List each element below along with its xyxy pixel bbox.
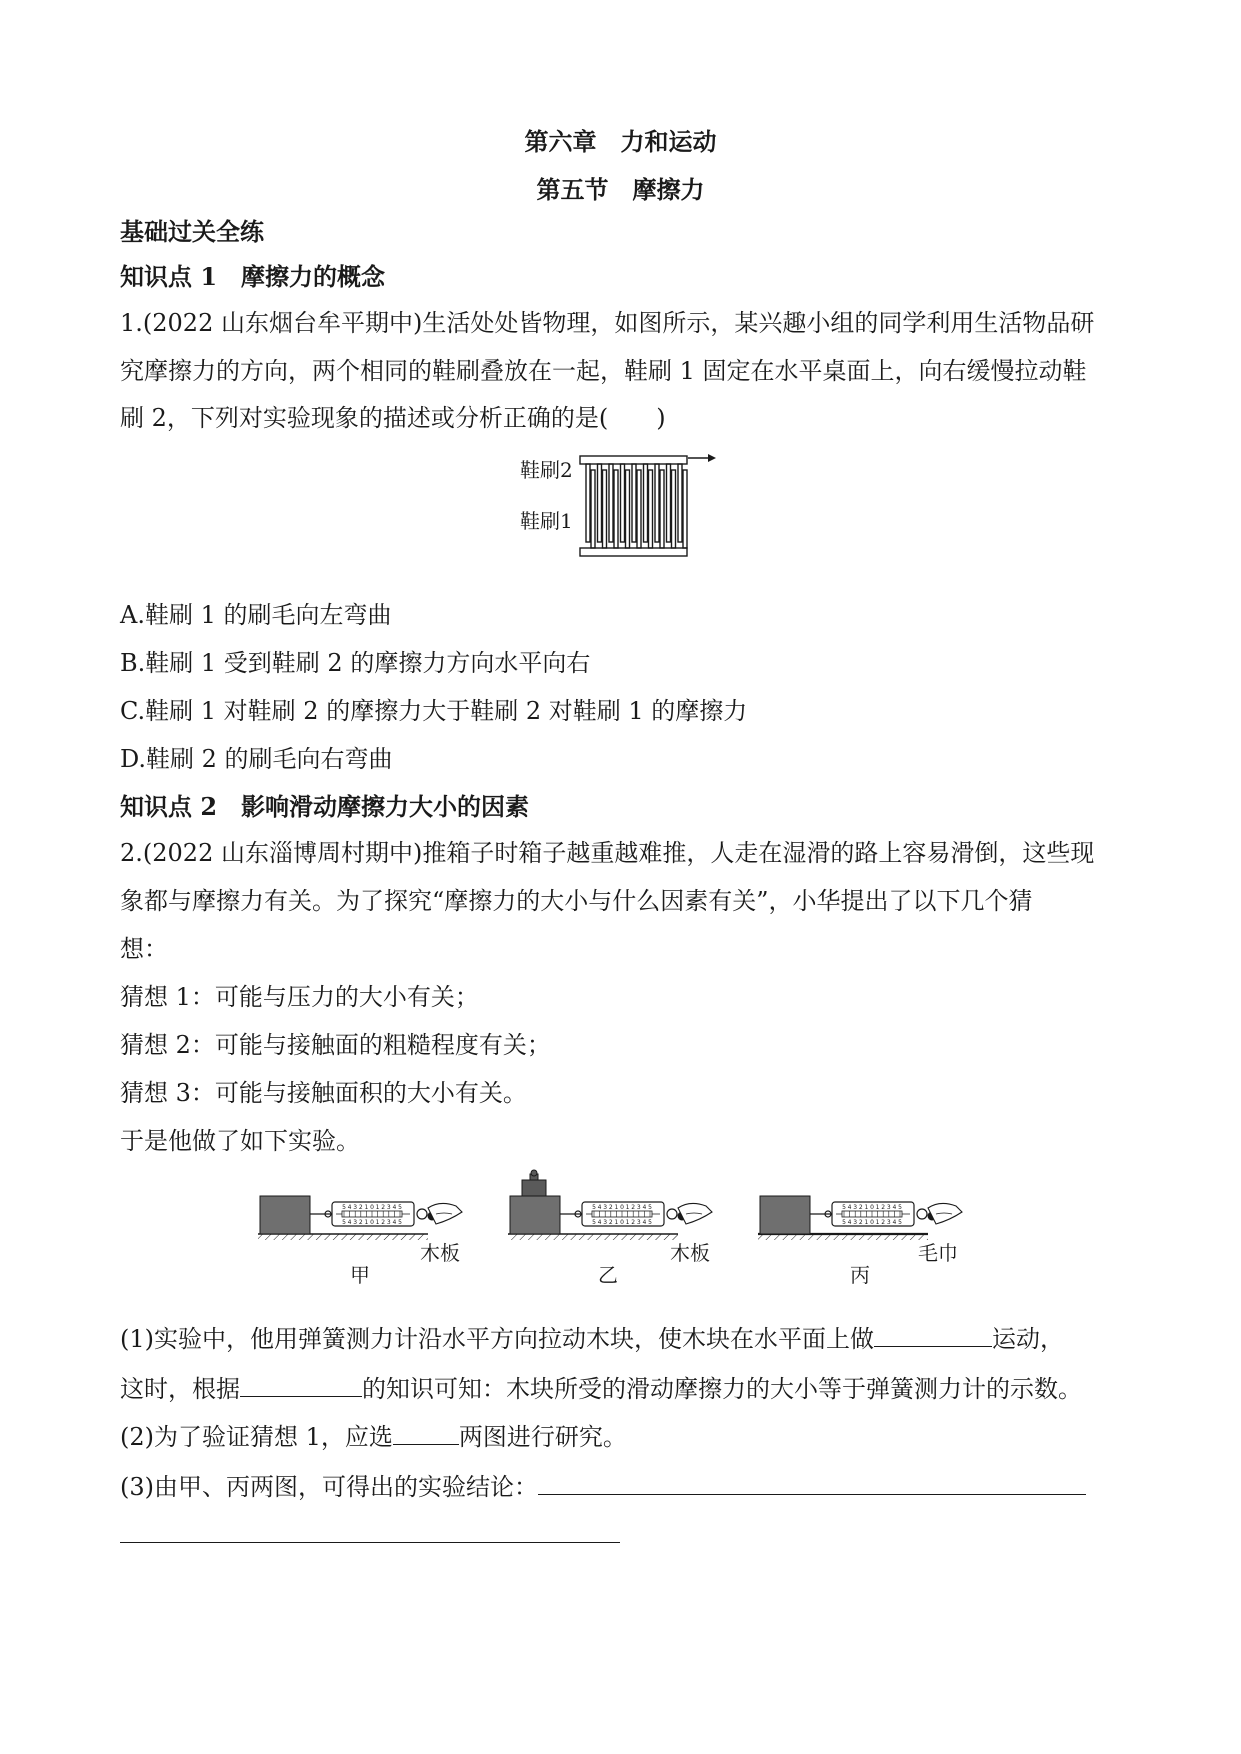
svg-text:2: 2	[358, 1204, 363, 1211]
pull-arrow	[688, 454, 716, 462]
board-surface	[508, 1234, 678, 1240]
board-surface	[258, 1234, 428, 1240]
chapter-title: 第六章 力和运动	[524, 127, 717, 156]
q2-sub2-text-a: (2)为了验证猜想 1，应选	[120, 1423, 393, 1451]
svg-text:1: 1	[625, 1204, 630, 1211]
weight	[522, 1170, 546, 1196]
experiment-figure	[250, 1170, 1000, 1300]
q2-line-2: 象都与摩擦力有关。为了探究“摩擦力的大小与什么因素有关”，小华提出了以下几个猜	[120, 887, 1033, 915]
setup-yi-label: 乙	[598, 1263, 618, 1287]
svg-text:3: 3	[353, 1219, 358, 1226]
practice-heading: 基础过关全练	[120, 217, 264, 246]
spring-scale	[810, 1202, 962, 1226]
svg-text:2: 2	[631, 1219, 636, 1226]
svg-text:3: 3	[886, 1204, 891, 1211]
svg-text:5: 5	[398, 1204, 402, 1211]
svg-text:4: 4	[347, 1204, 352, 1211]
q2-sub3-text-a: (3)由甲、丙两图，可得出的实验结论：	[120, 1473, 538, 1501]
answer-blank-conclusion[interactable]	[538, 1472, 1086, 1495]
svg-text:5: 5	[898, 1219, 902, 1226]
wood-block	[510, 1196, 560, 1234]
svg-text:4: 4	[392, 1219, 397, 1226]
answer-blank-figures[interactable]	[393, 1422, 459, 1445]
q2-line-3: 想：	[120, 935, 168, 963]
spring-scale	[560, 1202, 712, 1226]
svg-text:3: 3	[886, 1219, 891, 1226]
svg-text:5: 5	[648, 1204, 652, 1211]
svg-text:5: 5	[592, 1204, 596, 1211]
brush-figure	[520, 448, 735, 558]
q2-sub2-row	[120, 1422, 627, 1452]
setup-yi-surface: 木板	[670, 1241, 710, 1265]
setup-yi	[508, 1170, 712, 1287]
svg-text:3: 3	[603, 1219, 608, 1226]
svg-text:1: 1	[375, 1204, 380, 1211]
svg-text:3: 3	[636, 1219, 641, 1226]
q2-sub3-row	[120, 1472, 1086, 1502]
wood-block	[760, 1196, 810, 1234]
answer-blank-motion[interactable]	[874, 1324, 992, 1347]
setup-jia-surface: 木板	[420, 1241, 460, 1265]
setup-bing-surface: 毛巾	[918, 1241, 958, 1265]
svg-text:5: 5	[342, 1204, 346, 1211]
svg-text:3: 3	[853, 1204, 858, 1211]
svg-text:1: 1	[364, 1219, 369, 1226]
svg-text:5: 5	[398, 1219, 402, 1226]
q2-sub3-row2	[120, 1520, 620, 1550]
q1-option-a: A.鞋刷 1 的刷毛向左弯曲	[120, 601, 392, 629]
q1-option-c: C.鞋刷 1 对鞋刷 2 的摩擦力大于鞋刷 2 对鞋刷 1 的摩擦力	[120, 697, 748, 725]
svg-text:5: 5	[842, 1204, 846, 1211]
svg-text:1: 1	[864, 1204, 869, 1211]
svg-text:2: 2	[631, 1204, 636, 1211]
svg-text:1: 1	[875, 1219, 880, 1226]
svg-text:4: 4	[642, 1219, 647, 1226]
svg-text:5: 5	[648, 1219, 652, 1226]
svg-text:0: 0	[870, 1204, 874, 1211]
answer-blank-knowledge[interactable]	[240, 1374, 362, 1397]
svg-text:2: 2	[381, 1204, 386, 1211]
svg-text:1: 1	[614, 1219, 619, 1226]
svg-text:4: 4	[597, 1204, 602, 1211]
q2-guess-1: 猜想 1：可能与压力的大小有关；	[120, 983, 479, 1011]
svg-text:0: 0	[620, 1219, 624, 1226]
q2-sub1-row2	[120, 1374, 1082, 1404]
svg-text:5: 5	[592, 1219, 596, 1226]
setup-bing	[758, 1196, 962, 1287]
svg-text:4: 4	[847, 1204, 852, 1211]
brush-1-label: 鞋刷1	[520, 509, 573, 533]
q1-line-2: 究摩擦力的方向，两个相同的鞋刷叠放在一起，鞋刷 1 固定在水平桌面上，向右缓慢拉动鞋	[120, 357, 1087, 385]
setup-bing-label: 丙	[850, 1263, 870, 1287]
svg-text:3: 3	[603, 1204, 608, 1211]
setup-jia-label: 甲	[350, 1263, 370, 1287]
spring-scale	[310, 1202, 462, 1226]
svg-text:2: 2	[858, 1219, 863, 1226]
svg-text:2: 2	[358, 1219, 363, 1226]
svg-text:3: 3	[353, 1204, 358, 1211]
q2-line-1: 2.(2022 山东淄博周村期中)推箱子时箱子越重越难推，人走在湿滑的路上容易滑倒，这些现	[120, 839, 1095, 867]
answer-blank-conclusion-continued[interactable]	[120, 1520, 620, 1543]
knowledge-point-2: 知识点 2 影响滑动摩擦力大小的因素	[120, 792, 530, 821]
q1-option-d: D.鞋刷 2 的刷毛向右弯曲	[120, 745, 393, 773]
svg-text:3: 3	[853, 1219, 858, 1226]
q2-guess-3: 猜想 3：可能与接触面积的大小有关。	[120, 1079, 527, 1107]
svg-text:1: 1	[864, 1219, 869, 1226]
svg-text:4: 4	[847, 1219, 852, 1226]
svg-text:3: 3	[386, 1219, 391, 1226]
svg-text:1: 1	[875, 1204, 880, 1211]
svg-text:2: 2	[608, 1219, 613, 1226]
svg-text:4: 4	[892, 1219, 897, 1226]
svg-text:4: 4	[347, 1219, 352, 1226]
brush-1	[580, 470, 687, 556]
svg-text:4: 4	[892, 1204, 897, 1211]
wood-block	[260, 1196, 310, 1234]
setup-jia	[258, 1196, 462, 1287]
knowledge-point-1: 知识点 1 摩擦力的概念	[120, 262, 386, 291]
q2-sub1-row1	[120, 1324, 1064, 1354]
q2-intro: 于是他做了如下实验。	[120, 1127, 360, 1155]
svg-text:4: 4	[597, 1219, 602, 1226]
q2-sub1-text-c: 这时，根据	[120, 1375, 240, 1403]
q1-line-3: 刷 2，下列对实验现象的描述或分析正确的是( )	[120, 404, 666, 432]
q1-line-1: 1.(2022 山东烟台牟平期中)生活处处皆物理，如图所示，某兴趣小组的同学利用生活物品研	[120, 309, 1095, 337]
svg-text:1: 1	[364, 1204, 369, 1211]
svg-text:0: 0	[870, 1219, 874, 1226]
q2-sub1-text-b: 运动，	[992, 1325, 1064, 1353]
svg-text:4: 4	[642, 1204, 647, 1211]
svg-text:1: 1	[614, 1204, 619, 1211]
q2-guess-2: 猜想 2：可能与接触面的粗糙程度有关；	[120, 1031, 551, 1059]
svg-text:0: 0	[370, 1204, 374, 1211]
svg-text:0: 0	[370, 1219, 374, 1226]
q2-sub1-text-a: (1)实验中，他用弹簧测力计沿水平方向拉动木块，使木块在水平面上做	[120, 1325, 874, 1353]
svg-text:3: 3	[386, 1204, 391, 1211]
svg-text:0: 0	[620, 1204, 624, 1211]
svg-text:3: 3	[636, 1204, 641, 1211]
q2-sub1-text-d: 的知识可知：木块所受的滑动摩擦力的大小等于弹簧测力计的示数。	[362, 1375, 1082, 1403]
svg-text:4: 4	[392, 1204, 397, 1211]
svg-text:2: 2	[608, 1204, 613, 1211]
svg-text:1: 1	[625, 1219, 630, 1226]
svg-text:2: 2	[881, 1204, 886, 1211]
svg-text:5: 5	[842, 1219, 846, 1226]
svg-text:2: 2	[381, 1219, 386, 1226]
svg-text:5: 5	[898, 1204, 902, 1211]
svg-text:2: 2	[881, 1219, 886, 1226]
svg-text:1: 1	[375, 1219, 380, 1226]
section-title: 第五节 摩擦力	[536, 175, 705, 204]
svg-text:5: 5	[342, 1219, 346, 1226]
q2-sub2-text-b: 两图进行研究。	[458, 1423, 627, 1451]
svg-text:2: 2	[858, 1204, 863, 1211]
brush-2-label: 鞋刷2	[520, 458, 573, 482]
q1-option-b: B.鞋刷 1 受到鞋刷 2 的摩擦力方向水平向右	[120, 649, 591, 677]
